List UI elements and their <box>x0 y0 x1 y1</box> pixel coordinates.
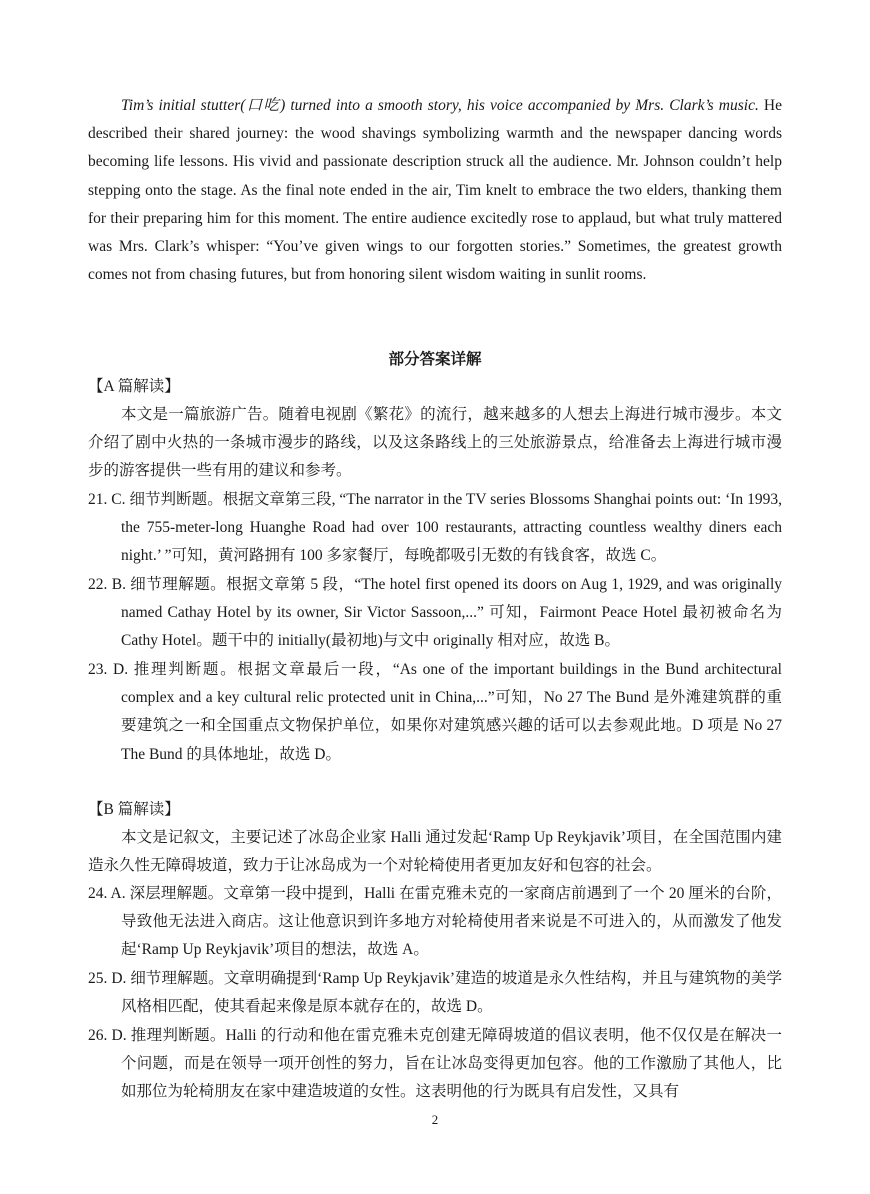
part-b-intro: 本文是记叙文，主要记述了冰岛企业家 Halli 通过发起‘Ramp Up Reykjavik’项目，在全国范围内建造永久性无障碍坡道，致力于让冰岛成为一个对轮椅使用者更加友好和包容的社会。 <box>88 829 782 875</box>
story-text: He described their shared journey: the wood shavings symbolizing warmth and the newspaper dancing words becoming life lessons. His vivid and passionate description struck all the audience. Mr. Johnson couldn’t help stepping onto the stage. As the final note ended in the air, Tim knelt to embrace the two elders, thanking them for their preparing him for this moment. The entire audience excitedly rose to applaud, but what truly mattered was Mrs. Clark’s whisper: “You’ve given wings to our forgotten stories.” Sometimes, the greatest growth comes not from chasing futures, but from honoring silent wisdom waiting in sunlit rooms. <box>88 97 782 284</box>
page-number: 2 <box>431 1112 439 1127</box>
answer-item-24: 24. A. 深层理解题。文章第一段中提到，Halli 在雷克雅未克的一家商店前遇到了一个 20 厘米的台阶，导致他无法进入商店。这让他意识到许多地方对轮椅使用者来说是不可进入的，从而激发了他发起‘Ramp Up Reykjavik’项目的想法，故选 A。 <box>88 885 782 959</box>
part-a-label: 【A 篇解读】 <box>88 378 180 395</box>
answer-item-26: 26. D. 推理判断题。Halli 的行动和他在雷克雅未克创建无障碍坡道的倡议表明，他不仅仅是在解决一个问题，而是在领导一项开创性的努力，旨在让冰岛变得更加包容。他的工作激励了其他人，比如那位为轮椅朋友在家中建造坡道的女性。这表明他的行为既具有启发性，又具有 <box>88 1027 782 1101</box>
section-title: 部分答案详解 <box>388 351 482 368</box>
answer-item-21: 21. C. 细节判断题。根据文章第三段, “The narrator in the TV series Blossoms Shanghai points out: ‘In 1993, the 755-meter-long Huanghe Road had over 100 restaurants, attracting countless wealthy diners each night.’ ”可知，黄河路拥有 100 多家餐厅，每晚都吸引无数的有钱食客，故选 C。 <box>88 491 782 565</box>
answer-item-25: 25. D. 细节理解题。文章明确提到‘Ramp Up Reykjavik’建造的坡道是永久性结构，并且与建筑物的美学风格相匹配，使其看起来像是原本就存在的，故选 D。 <box>88 970 782 1016</box>
answer-item-22: 22. B. 细节理解题。根据文章第 5 段，“The hotel first opened its doors on Aug 1, 1929, and was originally named Cathay Hotel by its owner, Sir Victor Sassoon,...” 可知，Fairmont Peace Hotel 最初被命名为 Cathy Hotel。题干中的 initially(最初地)与文中 originally 相对应，故选 B。 <box>88 576 782 650</box>
part-a-intro: 本文是一篇旅游广告。随着电视剧《繁花》的流行，越来越多的人想去上海进行城市漫步。本文介绍了剧中火热的一条城市漫步的路线，以及这条路线上的三处旅游景点，给准备去上海进行城市漫步的游客提供一些有用的建议和参考。 <box>88 406 782 480</box>
story-italic-text: Tim’s initial stutter(口吃) turned into a smooth story, his voice accompanied by Mrs. Clark’s music. <box>121 97 759 114</box>
answer-item-23: 23. D. 推理判断题。根据文章最后一段，“As one of the important buildings in the Bund architectural complex and a key cultural relic protected unit in China,...”可知，No 27 The Bund 是外滩建筑群的重要建筑之一和全国重点文物保护单位，如果你对建筑感兴趣的话可以去参观此地。D 项是 No 27 The Bund 的具体地址，故选 D。 <box>88 661 782 763</box>
part-b-label: 【B 篇解读】 <box>88 801 180 818</box>
story-paragraph <box>88 92 782 289</box>
